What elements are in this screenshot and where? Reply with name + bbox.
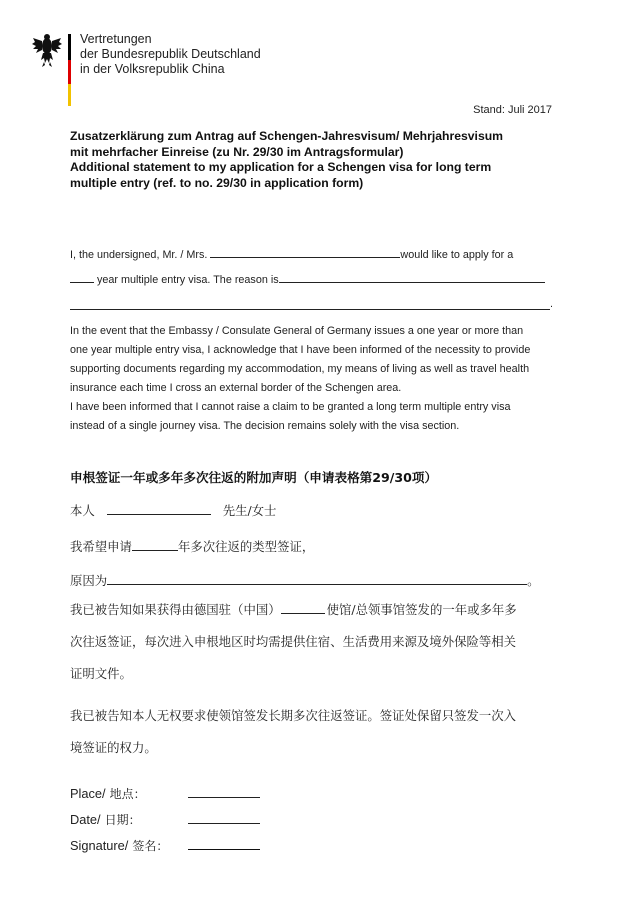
chinese-apply-line <box>70 537 314 555</box>
english-line-years <box>70 274 545 286</box>
heading-line: Zusatzerklärung zum Antrag auf Schengen-Jahresvisum/ Mehrjahresvisum <box>70 129 504 143</box>
paragraph-line: insurance each time I cross an external border of the Schengen area. <box>70 382 402 394</box>
cn-paragraph-line <box>70 594 560 626</box>
cn-apply-suffix: 年多次往返的类型签证， <box>177 539 315 554</box>
org-line: der Bundesrepublik Deutschland <box>80 47 261 61</box>
date-field[interactable] <box>188 823 260 824</box>
date-label-en: Date/ <box>70 812 101 827</box>
cn-para1-part-a: 我已被告知如果获得由德国驻（中国） <box>70 602 281 617</box>
cn-paragraph-line: 境签证的权力。 <box>70 740 157 755</box>
place-label-en: Place/ <box>70 786 106 801</box>
chinese-title: 申根签证一年或多年多次往返的附加声明（申请表格第29/30项） <box>70 470 438 485</box>
heading-line: multiple entry (ref. to no. 29/30 in application form) <box>70 175 364 190</box>
cn-paragraph-line: 我已被告知本人无权要求使领馆签发长期多次往返签证。签证处保留只签发一次入 <box>70 708 517 723</box>
years-suffix: year multiple entry visa. The reason is <box>97 274 279 286</box>
cn-para1-part-b: 使馆/总领事馆签发的一年或多年多 <box>326 602 517 617</box>
signature-field[interactable] <box>188 849 260 850</box>
org-line: Vertretungen <box>80 32 152 46</box>
apply-suffix: would like to apply for a <box>400 249 514 261</box>
english-paragraph <box>70 322 590 436</box>
chinese-paragraph-1 <box>70 594 560 690</box>
chinese-paragraph-2 <box>70 700 560 764</box>
chinese-reason-line <box>70 571 540 589</box>
cn-name-suffix: 先生/女士 <box>222 503 277 518</box>
place-label <box>70 785 146 802</box>
reason-continuation-line[interactable] <box>70 309 550 310</box>
letterhead <box>32 26 262 106</box>
document-date: Stand: Juli 2017 <box>473 104 552 116</box>
cn-name-blank-field[interactable] <box>107 513 211 515</box>
flag-bar-gold <box>68 84 71 106</box>
reason-blank-field[interactable] <box>279 281 545 283</box>
organization-name <box>80 32 261 77</box>
date-label <box>70 811 141 828</box>
name-blank-field[interactable] <box>210 256 400 258</box>
paragraph-line: In the event that the Embassy / Consulate General of Germany issues a one year or more than <box>70 325 524 337</box>
paragraph-line: one year multiple entry visa, I acknowledge that I have been informed of the necessity to provide <box>70 344 531 356</box>
paragraph-line: supporting documents regarding my accommodation, my means of living as well as travel health <box>70 363 530 375</box>
date-label-cn: 日期： <box>104 813 141 827</box>
cn-reason-prefix: 原因为 <box>70 573 108 588</box>
name-prefix: I, the undersigned, Mr. / Mrs. <box>70 249 208 261</box>
cn-reason-end: 。 <box>527 573 540 588</box>
flag-bar-black <box>68 34 71 60</box>
signature-label <box>70 837 168 854</box>
heading-line: mit mehrfacher Einreise (zu Nr. 29/30 im Antragsformular) <box>70 144 404 159</box>
cn-reason-blank-field[interactable] <box>107 583 527 585</box>
place-label-cn: 地点： <box>109 787 146 801</box>
english-line-name <box>70 249 513 261</box>
org-line: in der Volksrepublik China <box>80 62 225 76</box>
cn-name-prefix: 本人 <box>70 503 95 518</box>
place-field[interactable] <box>188 797 260 798</box>
signature-label-en: Signature/ <box>70 838 129 853</box>
cn-consulate-blank-field[interactable] <box>281 612 325 614</box>
years-blank-field[interactable] <box>70 281 94 283</box>
chinese-name-line <box>70 501 276 519</box>
reason-line-end: . <box>550 298 553 310</box>
cn-paragraph-line: 次往返签证，每次进入申根地区时均需提供住宿、生活费用来源及境外保险等相关 <box>70 634 517 649</box>
cn-paragraph-line: 证明文件。 <box>70 666 132 681</box>
cn-apply-prefix: 我希望申请 <box>70 539 132 554</box>
heading-line: Additional statement to my application for a Schengen visa for long term <box>70 160 492 174</box>
document-heading <box>70 129 570 191</box>
paragraph-line: instead of a single journey visa. The decision remains solely with the visa section. <box>70 420 460 432</box>
cn-years-blank-field[interactable] <box>132 549 178 551</box>
signature-label-cn: 签名： <box>132 839 169 853</box>
federal-eagle-icon <box>32 32 62 68</box>
paragraph-line: I have been informed that I cannot raise a claim to be granted a long term multiple entry visa <box>70 401 511 413</box>
flag-bar-red <box>68 60 71 84</box>
